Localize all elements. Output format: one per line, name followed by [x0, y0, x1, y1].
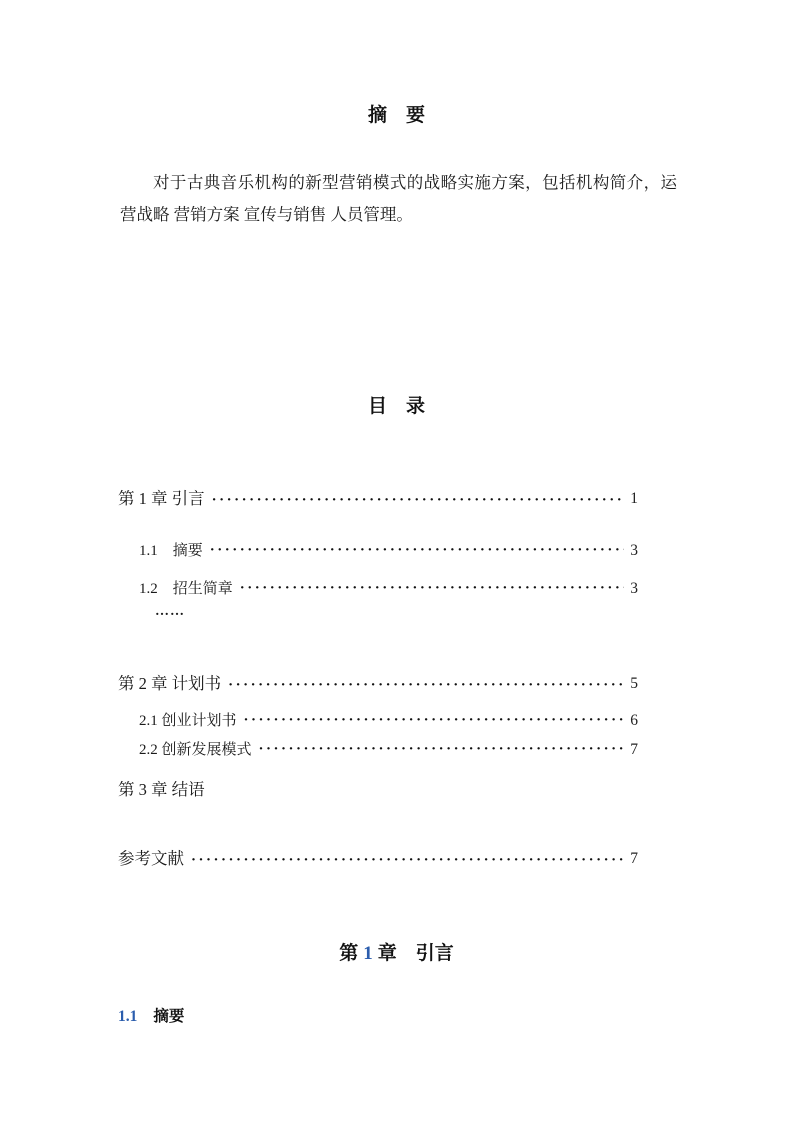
toc-list [118, 486, 638, 870]
toc-entry-chapter-3[interactable] [118, 779, 638, 801]
toc-entry-label: 2.1 创业计划书 [139, 713, 237, 729]
toc-entry-label: 1.1 摘要 [139, 543, 203, 559]
toc-entry-label: 第 3 章 结语 [118, 780, 205, 799]
abstract-paragraph: 对于古典音乐机构的新型营销模式的战略实施方案，包括机构简介，运营战略 营销方案 宣传与销售 人员管理。 [120, 173, 677, 224]
chapter-heading-prefix: 第 [339, 943, 359, 964]
chapter-heading-number: 1 [363, 943, 373, 964]
chapter-1-heading [0, 938, 793, 965]
section-heading-title: 摘要 [153, 1008, 185, 1025]
toc-entry-2-2[interactable] [118, 739, 638, 761]
toc-ellipsis-label: …… [155, 604, 185, 619]
toc-entry-page: 5 [630, 675, 638, 692]
toc-entry-1-2[interactable] [118, 578, 638, 600]
toc-entry-label: 第 1 章 引言 [118, 489, 205, 508]
toc-title: 目 录 [367, 396, 425, 417]
toc-dot-leader [228, 673, 624, 695]
toc-dot-leader [212, 488, 624, 510]
toc-entry-label: 参考文献 [118, 849, 184, 868]
toc-entry-page: 7 [630, 850, 638, 867]
toc-entry-page: 1 [630, 490, 638, 507]
abstract-title: 摘 要 [367, 105, 425, 126]
toc-dot-leader [210, 540, 624, 562]
toc-entry-page: 6 [630, 712, 638, 729]
toc-entry-2-1[interactable] [118, 710, 638, 732]
toc-entry-page: 3 [630, 580, 638, 597]
section-1-1-heading [118, 1004, 184, 1026]
toc-entry-chapter-1[interactable] [118, 488, 638, 510]
toc-entry-ellipsis [118, 603, 638, 621]
toc-dot-leader [259, 739, 624, 761]
toc-entry-label: 第 2 章 计划书 [118, 674, 222, 693]
toc-entry-label: 2.2 创新发展模式 [139, 742, 252, 758]
toc-entry-page: 7 [630, 741, 638, 758]
toc-dot-leader [240, 578, 624, 600]
toc-dot-leader [191, 848, 624, 870]
toc-entry-page: 3 [630, 542, 638, 559]
chapter-heading-suffix: 章 [377, 943, 397, 964]
section-heading-number: 1.1 [118, 1008, 138, 1025]
toc-entry-1-1[interactable] [118, 540, 638, 562]
chapter-heading-title: 引言 [415, 943, 454, 964]
toc-entry-label: 1.2 招生简章 [139, 581, 233, 597]
toc-entry-chapter-2[interactable] [118, 673, 638, 695]
toc-dot-leader [244, 710, 624, 732]
toc-entry-references[interactable] [118, 848, 638, 870]
